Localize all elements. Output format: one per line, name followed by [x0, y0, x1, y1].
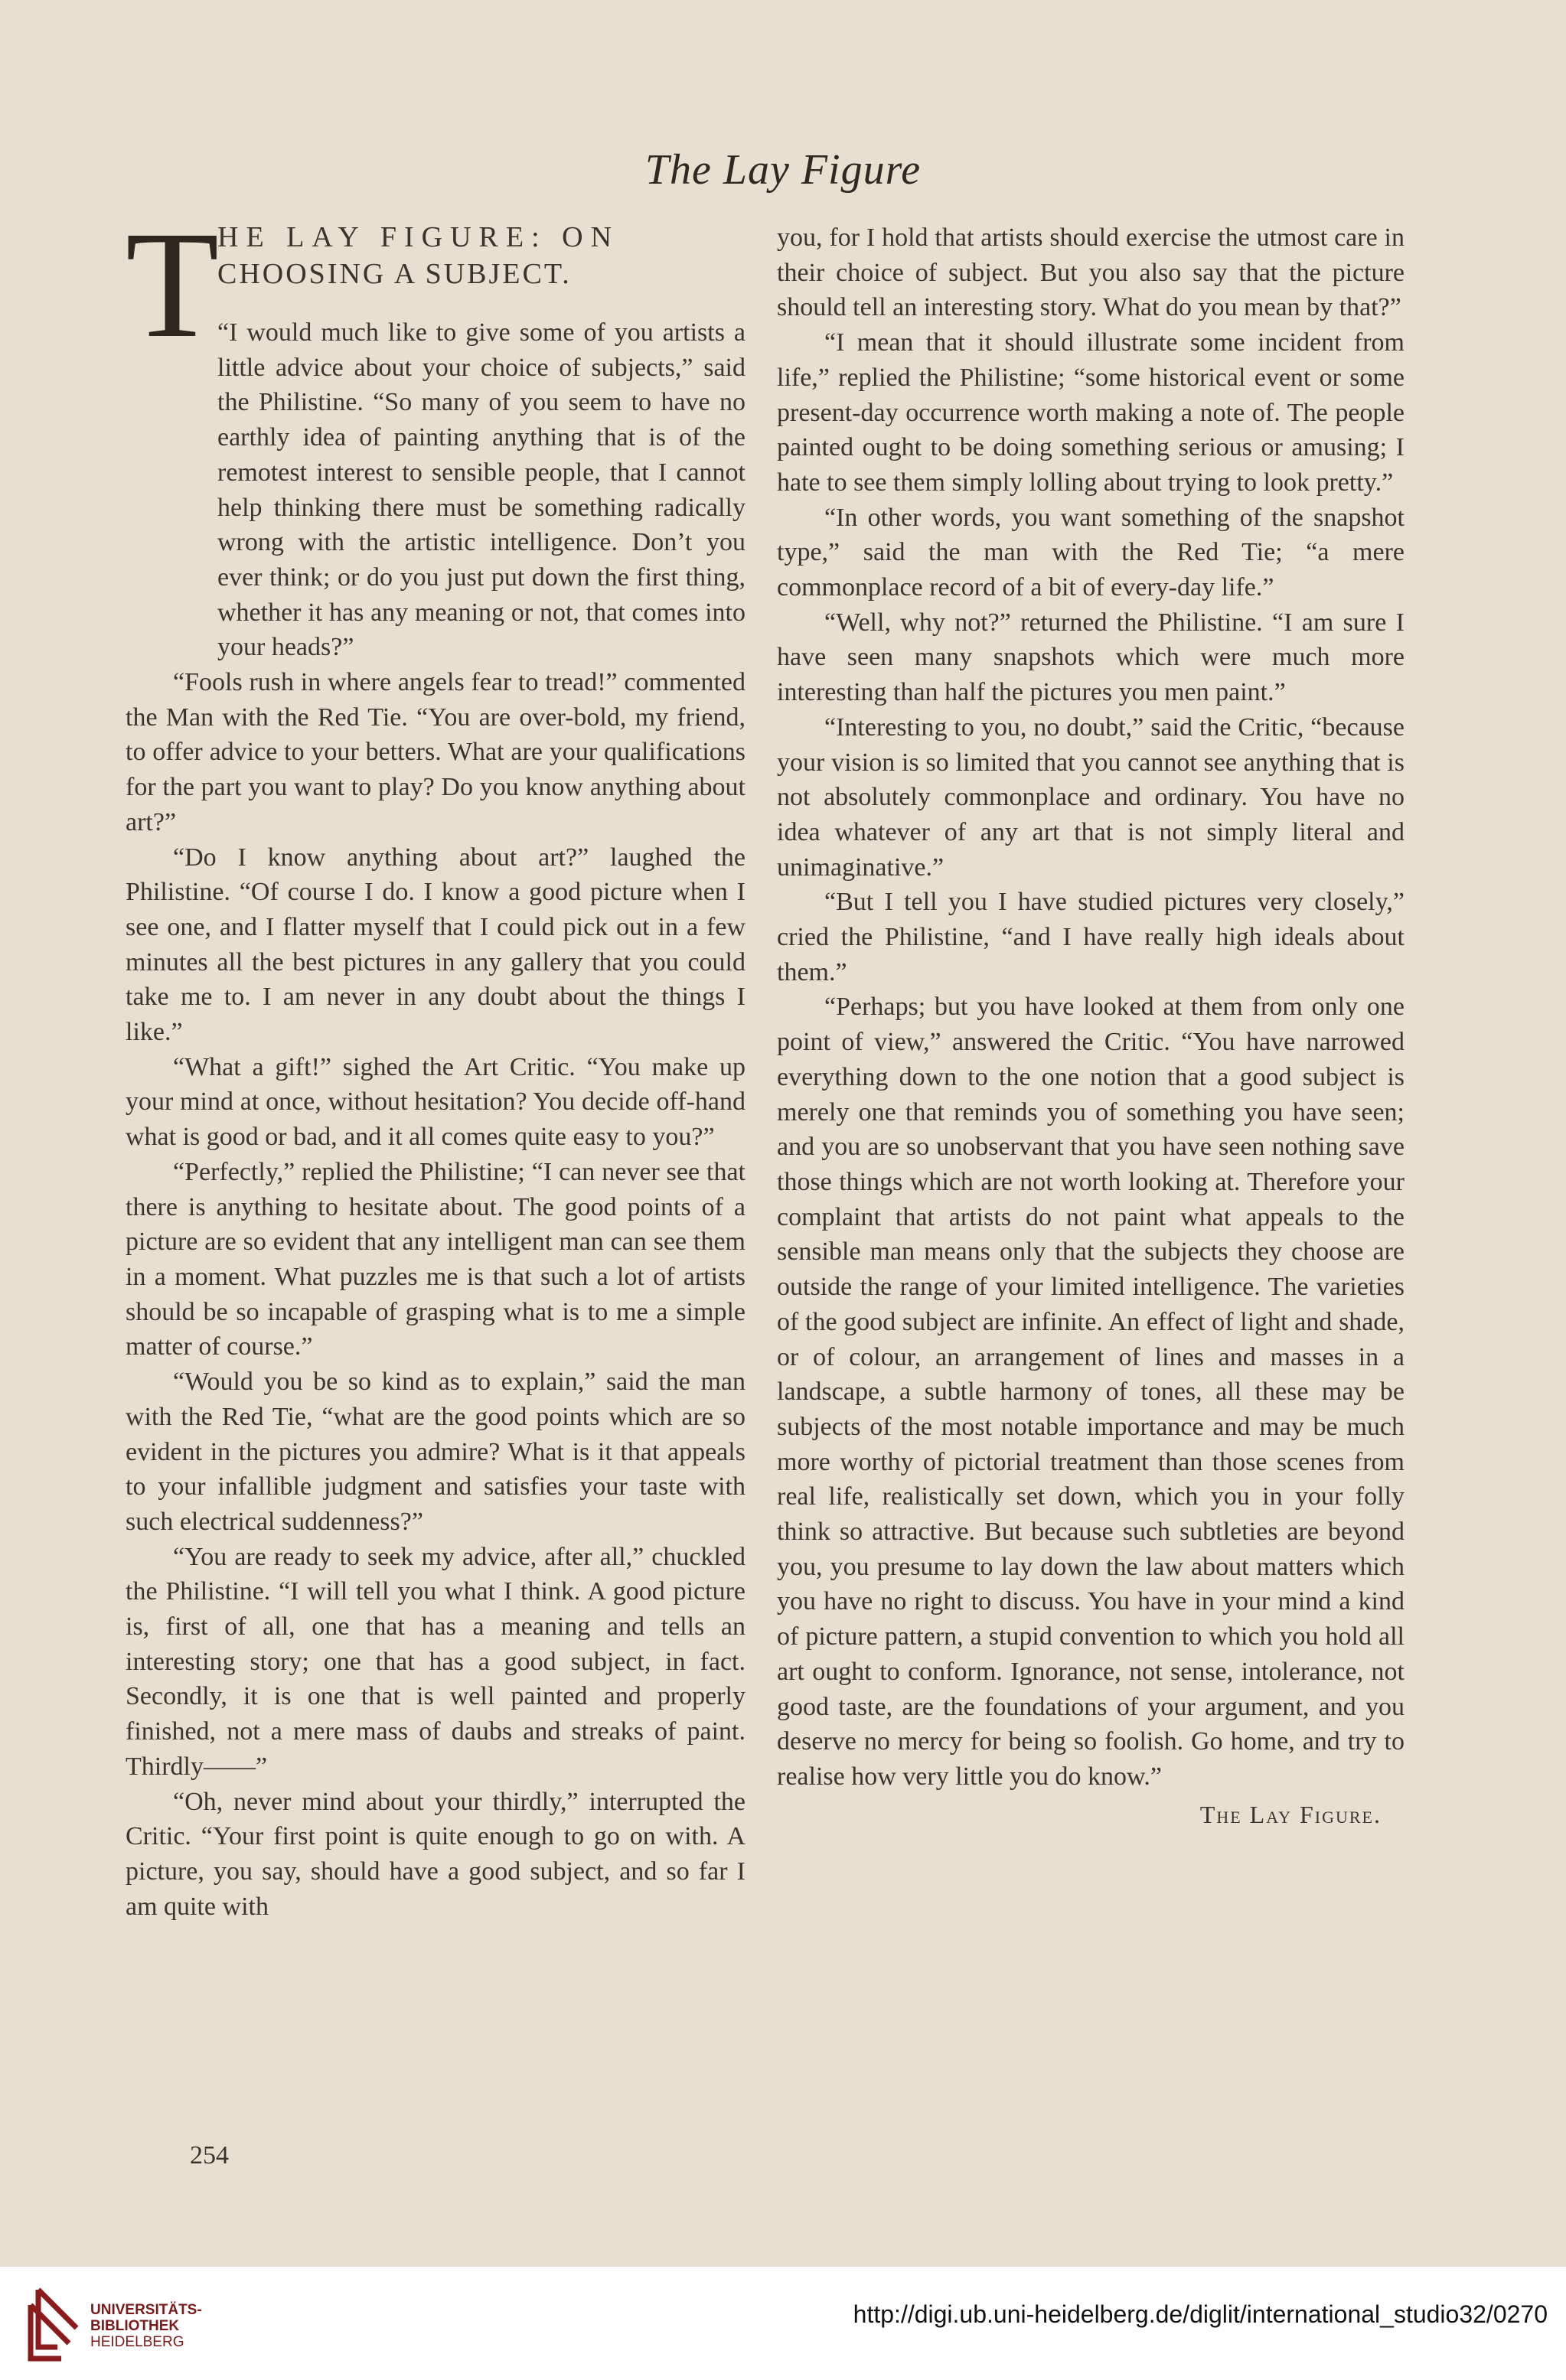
ub-heidelberg-logo-icon — [23, 2282, 84, 2366]
paragraph: “In other words, you want something of the snapshot type,” said the man with the Red Tie; “a mere commonplace record of a bit of every-day life.” — [777, 503, 1405, 602]
library-name — [90, 2302, 202, 2350]
page-number: 254 — [190, 2141, 229, 2170]
footer-bar — [0, 2267, 1566, 2380]
paragraph: “Fools rush in where angels fear to tread!” commented the Man with the Red Tie. “You are over-bold, my friend, to offer advice to your betters. What are your qualifications for the part you want to play? Do you know anything about art?” — [126, 668, 745, 836]
paragraph: “You are ready to seek my advice, after all,” chuckled the Philistine. “I will tell you what I think. A good picture is, first of all, one that has a meaning and tells an interesting story; one that has a good subject, in fact. Secondly, it is one that is well painted and properly finished, not a mere mass of daubs and streaks of paint. Thirdly——” — [126, 1542, 745, 1781]
article-title-line-1: HE LAY FIGURE: ON — [217, 221, 620, 253]
paragraph: “Perhaps; but you have looked at them from only one point of view,” answered the Critic. “You have narrowed everything down to the one notion that a good subject is merely one that reminds you of something you have seen; and you are so unobservant that you have seen nothing save those things which are not worth looking at. Therefore your complaint that artists do not paint what appeals to the sensible man means only that the subjects they choose are outside the range of your limited intelligence. The varieties of the good subject are infinite. An effect of light and shade, or of colour, an arrangement of lines and masses in a landscape, a subtle harmony of tones, all these may be subjects of the most notable importance and may be much more worthy of pictorial treatment than those scenes from real life, realistically set down, which you in your folly think so attractive. But because such subtleties are beyond you, you presume to lay down the law about matters which you have no right to discuss. You have in your mind a kind of picture pattern, a stupid convention to which you hold all art ought to conform. Ignorance, not sense, intolerance, not good taste, are the foundations of your argument, and you deserve no mercy for being so foolish. Go home, and try to realise how very little you do know.” — [777, 993, 1405, 1791]
paragraph: “Do I know anything about art?” laughed the Philistine. “Of course I do. I know a good picture when I see one, and I flatter myself that I could pick out in a few minutes all the best pictures in any gallery that you could take me to. I am never in any doubt about the things I like.” — [126, 843, 745, 1047]
paragraph: “Oh, never mind about your thirdly,” interrupted the Critic. “Your first point is quite enough to go on with. A picture, you say, should have a good subject, and so far I am quite with — [126, 1787, 745, 1921]
right-column — [777, 220, 1405, 1832]
article-title-line-2: CHOOSING A SUBJECT. — [217, 258, 572, 290]
paragraph: you, for I hold that artists should exercise the utmost care in their choice of subject. But you also say that the picture should tell an interesting story. What do you mean by that?” — [777, 223, 1405, 322]
running-title: The Lay Figure — [644, 146, 922, 194]
article-title-block — [126, 201, 745, 370]
paragraph: “Perfectly,” replied the Philistine; “I can never see that there is anything to hesitate about. The good points of a picture are so evident that any intelligent man can see them in a moment. What puzzles me is that such a lot of artists should be so incapable of grasping what is to me a simple matter of course.” — [126, 1157, 745, 1361]
source-url-link[interactable]: http://digi.ub.uni-heidelberg.de/diglit/international_studio32/0270 — [853, 2300, 1548, 2328]
paragraph: “Would you be so kind as to explain,” said the man with the Red Tie, “what are the good points which are so evident in the pictures you admire? What is it that appeals to your infallible judgment and satisfies your taste with such electrical suddenness?” — [126, 1368, 745, 1536]
library-name-line-1: UNIVERSITÄTS- — [90, 2302, 202, 2318]
library-name-line-3: HEIDELBERG — [90, 2334, 184, 2350]
paragraph: “Interesting to you, no doubt,” said the Critic, “because your vision is so limited that you cannot see anything that is not absolutely commonplace and ordinary. You have no idea whatever of any art that is not simply literal and unimaginative.” — [777, 712, 1405, 882]
drop-cap: T — [126, 201, 220, 370]
paragraph: “I would much like to give some of you artists a little advice about your choice of subjects,” said the Philistine. “So many of you seem to have no earthly idea of painting anything that is of the remotest interest to sensible people, that I cannot help thinking there must be something radically wrong with the artistic intelligence. Don’t you ever think; or do you just put down the first thing, whether it has any meaning or not, that comes into your heads?” — [217, 318, 745, 662]
left-column — [126, 201, 745, 1924]
library-name-line-2: BIBLIOTHEK — [90, 2318, 180, 2334]
paragraph: “Well, why not?” returned the Philistine. “I am sure I have seen many snapshots which were much more interesting than half the pictures you men paint.” — [777, 608, 1405, 707]
signature: The Lay Figure. — [1199, 1800, 1382, 1828]
paragraph: “But I tell you I have studied pictures very closely,” cried the Philistine, “and I have really high ideals about them.” — [777, 888, 1405, 986]
paragraph: “What a gift!” sighed the Art Critic. “You make up your mind at once, without hesitation? You decide off-hand what is good or bad, and it all comes quite easy to you?” — [126, 1052, 745, 1152]
paragraph: “I mean that it should illustrate some incident from life,” replied the Philistine; “some historical event or some present-day occurrence worth making a note of. The people painted ought to be doing something serious or amusing; I hate to see them simply lolling about trying to look pretty.” — [777, 328, 1405, 497]
